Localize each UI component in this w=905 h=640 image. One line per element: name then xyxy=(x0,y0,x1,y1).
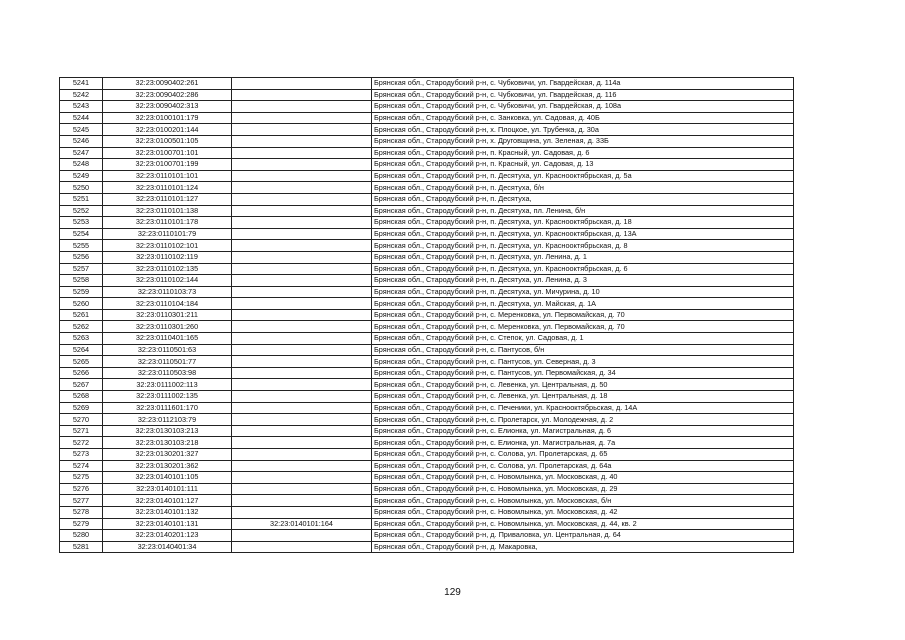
table-row xyxy=(60,159,794,171)
address-cell: Брянская обл., Стародубский р-н, п. Десятуха, ул. Краснооктябрьская, д. 8 xyxy=(372,240,794,252)
row-number-cell: 5247 xyxy=(60,147,103,159)
address-cell: Брянская обл., Стародубский р-н, х. Плоцкое, ул. Трубенка, д. 30а xyxy=(372,124,794,136)
table-row xyxy=(60,170,794,182)
row-number-cell: 5249 xyxy=(60,170,103,182)
related-cadastral-number-cell xyxy=(232,449,372,461)
related-cadastral-number-cell xyxy=(232,541,372,553)
table-row xyxy=(60,518,794,530)
table-row xyxy=(60,356,794,368)
table-row xyxy=(60,240,794,252)
row-number-cell: 5270 xyxy=(60,414,103,426)
table-row xyxy=(60,228,794,240)
registry-table-body xyxy=(60,78,794,553)
related-cadastral-number-cell xyxy=(232,170,372,182)
table-row xyxy=(60,193,794,205)
related-cadastral-number-cell xyxy=(232,205,372,217)
row-number-cell: 5277 xyxy=(60,495,103,507)
row-number-cell: 5263 xyxy=(60,333,103,345)
address-cell: Брянская обл., Стародубский р-н, с. Чубковичи, ул. Гвардейская, д. 116 xyxy=(372,89,794,101)
address-cell: Брянская обл., Стародубский р-н, д. Макаровка, xyxy=(372,541,794,553)
related-cadastral-number-cell xyxy=(232,124,372,136)
address-cell: Брянская обл., Стародубский р-н, с. Занковка, ул. Садовая, д. 40Б xyxy=(372,112,794,124)
cadastral-number-cell: 32:23:0110101:138 xyxy=(103,205,232,217)
related-cadastral-number-cell xyxy=(232,240,372,252)
related-cadastral-number-cell xyxy=(232,495,372,507)
row-number-cell: 5244 xyxy=(60,112,103,124)
related-cadastral-number-cell xyxy=(232,217,372,229)
row-number-cell: 5267 xyxy=(60,379,103,391)
row-number-cell: 5272 xyxy=(60,437,103,449)
cadastral-number-cell: 32:23:0110101:178 xyxy=(103,217,232,229)
cadastral-number-cell: 32:23:0110102:119 xyxy=(103,251,232,263)
cadastral-number-cell: 32:23:0100701:199 xyxy=(103,159,232,171)
row-number-cell: 5242 xyxy=(60,89,103,101)
address-cell: Брянская обл., Стародубский р-н, с. Левенка, ул. Центральная, д. 50 xyxy=(372,379,794,391)
related-cadastral-number-cell xyxy=(232,425,372,437)
cadastral-number-cell: 32:23:0100101:179 xyxy=(103,112,232,124)
row-number-cell: 5248 xyxy=(60,159,103,171)
table-row xyxy=(60,425,794,437)
row-number-cell: 5253 xyxy=(60,217,103,229)
related-cadastral-number-cell xyxy=(232,251,372,263)
row-number-cell: 5271 xyxy=(60,425,103,437)
address-cell: Брянская обл., Стародубский р-н, с. Чубковичи, ул. Гвардейская, д. 114а xyxy=(372,78,794,90)
row-number-cell: 5265 xyxy=(60,356,103,368)
row-number-cell: 5264 xyxy=(60,344,103,356)
cadastral-number-cell: 32:23:0140101:131 xyxy=(103,518,232,530)
related-cadastral-number-cell xyxy=(232,344,372,356)
related-cadastral-number-cell xyxy=(232,367,372,379)
cadastral-number-cell: 32:23:0140101:111 xyxy=(103,483,232,495)
related-cadastral-number-cell xyxy=(232,275,372,287)
address-cell: Брянская обл., Стародубский р-н, с. Новомлынка, ул. Московская, д. 29 xyxy=(372,483,794,495)
table-row xyxy=(60,506,794,518)
table-row xyxy=(60,379,794,391)
address-cell: Брянская обл., Стародубский р-н, с. Новомлынка, ул. Московская, б/н xyxy=(372,495,794,507)
related-cadastral-number-cell xyxy=(232,333,372,345)
related-cadastral-number-cell xyxy=(232,530,372,542)
address-cell: Брянская обл., Стародубский р-н, п. Десятуха, пл. Ленина, б/н xyxy=(372,205,794,217)
related-cadastral-number-cell xyxy=(232,78,372,90)
table-row xyxy=(60,251,794,263)
row-number-cell: 5269 xyxy=(60,402,103,414)
cadastral-number-cell: 32:23:0140101:105 xyxy=(103,472,232,484)
row-number-cell: 5255 xyxy=(60,240,103,252)
table-row xyxy=(60,89,794,101)
table-row xyxy=(60,402,794,414)
row-number-cell: 5252 xyxy=(60,205,103,217)
address-cell: Брянская обл., Стародубский р-н, п. Десятуха, ул. Краснооктябрьская, д. 13А xyxy=(372,228,794,240)
cadastral-number-cell: 32:23:0130103:218 xyxy=(103,437,232,449)
cadastral-number-cell: 32:23:0130103:213 xyxy=(103,425,232,437)
cadastral-number-cell: 32:23:0140101:132 xyxy=(103,506,232,518)
row-number-cell: 5266 xyxy=(60,367,103,379)
address-cell: Брянская обл., Стародубский р-н, п. Десятуха, xyxy=(372,193,794,205)
table-row xyxy=(60,391,794,403)
address-cell: Брянская обл., Стародубский р-н, с. Елионка, ул. Магистральная, д. 7а xyxy=(372,437,794,449)
cadastral-number-cell: 32:23:0111002:135 xyxy=(103,391,232,403)
cadastral-number-cell: 32:23:0140201:123 xyxy=(103,530,232,542)
address-cell: Брянская обл., Стародубский р-н, с. Солова, ул. Пролетарская, д. 64а xyxy=(372,460,794,472)
table-row xyxy=(60,495,794,507)
related-cadastral-number-cell xyxy=(232,506,372,518)
related-cadastral-number-cell xyxy=(232,182,372,194)
address-cell: Брянская обл., Стародубский р-н, п. Десятуха, ул. Краснооктябрьская, д. 5а xyxy=(372,170,794,182)
row-number-cell: 5245 xyxy=(60,124,103,136)
cadastral-number-cell: 32:23:0110501:77 xyxy=(103,356,232,368)
table-row xyxy=(60,78,794,90)
address-cell: Брянская обл., Стародубский р-н, п. Десятуха, ул. Краснооктябрьская, д. 18 xyxy=(372,217,794,229)
cadastral-number-cell: 32:23:0112103:79 xyxy=(103,414,232,426)
cadastral-number-cell: 32:23:0110503:98 xyxy=(103,367,232,379)
table-row xyxy=(60,530,794,542)
related-cadastral-number-cell xyxy=(232,135,372,147)
related-cadastral-number-cell xyxy=(232,228,372,240)
address-cell: Брянская обл., Стародубский р-н, с. Елионка, ул. Магистральная, д. 6 xyxy=(372,425,794,437)
cadastral-number-cell: 32:23:0100201:144 xyxy=(103,124,232,136)
row-number-cell: 5250 xyxy=(60,182,103,194)
table-row xyxy=(60,263,794,275)
row-number-cell: 5280 xyxy=(60,530,103,542)
table-row xyxy=(60,483,794,495)
address-cell: Брянская обл., Стародубский р-н, п. Красный, ул. Садовая, д. 13 xyxy=(372,159,794,171)
row-number-cell: 5273 xyxy=(60,449,103,461)
address-cell: Брянская обл., Стародубский р-н, х. Друговщина, ул. Зеленая, д. 33Б xyxy=(372,135,794,147)
address-cell: Брянская обл., Стародубский р-н, п. Десятуха, ул. Майская, д. 1А xyxy=(372,298,794,310)
table-row xyxy=(60,414,794,426)
related-cadastral-number-cell xyxy=(232,414,372,426)
cadastral-number-cell: 32:23:0140401:34 xyxy=(103,541,232,553)
table-row xyxy=(60,460,794,472)
address-cell: Брянская обл., Стародубский р-н, п. Красный, ул. Садовая, д. 6 xyxy=(372,147,794,159)
row-number-cell: 5258 xyxy=(60,275,103,287)
table-row xyxy=(60,298,794,310)
cadastral-number-cell: 32:23:0111601:170 xyxy=(103,402,232,414)
cadastral-number-cell: 32:23:0110501:63 xyxy=(103,344,232,356)
row-number-cell: 5278 xyxy=(60,506,103,518)
address-cell: Брянская обл., Стародубский р-н, п. Десятуха, ул. Краснооктябрьская, д. 6 xyxy=(372,263,794,275)
cadastral-number-cell: 32:23:0110101:124 xyxy=(103,182,232,194)
address-cell: Брянская обл., Стародубский р-н, с. Меренковка, ул. Первомайская, д. 70 xyxy=(372,321,794,333)
cadastral-number-cell: 32:23:0090402:313 xyxy=(103,101,232,113)
address-cell: Брянская обл., Стародубский р-н, п. Десятуха, б/н xyxy=(372,182,794,194)
related-cadastral-number-cell xyxy=(232,159,372,171)
related-cadastral-number-cell xyxy=(232,298,372,310)
related-cadastral-number-cell: 32:23:0140101:164 xyxy=(232,518,372,530)
cadastral-number-cell: 32:23:0110101:127 xyxy=(103,193,232,205)
table-row xyxy=(60,472,794,484)
table-row xyxy=(60,321,794,333)
related-cadastral-number-cell xyxy=(232,112,372,124)
row-number-cell: 5243 xyxy=(60,101,103,113)
cadastral-number-cell: 32:23:0100701:101 xyxy=(103,147,232,159)
address-cell: Брянская обл., Стародубский р-н, д. Приваловка, ул. Центральная, д. 64 xyxy=(372,530,794,542)
related-cadastral-number-cell xyxy=(232,472,372,484)
row-number-cell: 5281 xyxy=(60,541,103,553)
cadastral-number-cell: 32:23:0090402:261 xyxy=(103,78,232,90)
table-row xyxy=(60,217,794,229)
row-number-cell: 5259 xyxy=(60,286,103,298)
cadastral-number-cell: 32:23:0110401:165 xyxy=(103,333,232,345)
row-number-cell: 5256 xyxy=(60,251,103,263)
row-number-cell: 5261 xyxy=(60,309,103,321)
address-cell: Брянская обл., Стародубский р-н, с. Чубковичи, ул. Гвардейская, д. 108а xyxy=(372,101,794,113)
table-row xyxy=(60,367,794,379)
cadastral-number-cell: 32:23:0110102:144 xyxy=(103,275,232,287)
related-cadastral-number-cell xyxy=(232,379,372,391)
address-cell: Брянская обл., Стародубский р-н, п. Десятуха, ул. Ленина, д. 3 xyxy=(372,275,794,287)
related-cadastral-number-cell xyxy=(232,402,372,414)
row-number-cell: 5246 xyxy=(60,135,103,147)
address-cell: Брянская обл., Стародубский р-н, с. Печеники, ул. Краснооктябрьская, д. 14А xyxy=(372,402,794,414)
cadastral-number-cell: 32:23:0110103:73 xyxy=(103,286,232,298)
table-row xyxy=(60,205,794,217)
page-number: 129 xyxy=(444,587,461,598)
row-number-cell: 5260 xyxy=(60,298,103,310)
address-cell: Брянская обл., Стародубский р-н, с. Степок, ул. Садовая, д. 1 xyxy=(372,333,794,345)
row-number-cell: 5274 xyxy=(60,460,103,472)
cadastral-number-cell: 32:23:0130201:327 xyxy=(103,449,232,461)
cadastral-number-cell: 32:23:0130201:362 xyxy=(103,460,232,472)
related-cadastral-number-cell xyxy=(232,286,372,298)
cadastral-number-cell: 32:23:0110104:184 xyxy=(103,298,232,310)
address-cell: Брянская обл., Стародубский р-н, с. Меренковка, ул. Первомайская, д. 70 xyxy=(372,309,794,321)
address-cell: Брянская обл., Стародубский р-н, с. Новомлынка, ул. Московская, д. 42 xyxy=(372,506,794,518)
table-row xyxy=(60,437,794,449)
related-cadastral-number-cell xyxy=(232,437,372,449)
row-number-cell: 5276 xyxy=(60,483,103,495)
row-number-cell: 5257 xyxy=(60,263,103,275)
related-cadastral-number-cell xyxy=(232,483,372,495)
cadastral-number-cell: 32:23:0110101:101 xyxy=(103,170,232,182)
cadastral-number-cell: 32:23:0100501:105 xyxy=(103,135,232,147)
address-cell: Брянская обл., Стародубский р-н, с. Новомлынка, ул. Московская, д. 44, кв. 2 xyxy=(372,518,794,530)
table-row xyxy=(60,124,794,136)
row-number-cell: 5262 xyxy=(60,321,103,333)
cadastral-number-cell: 32:23:0140101:127 xyxy=(103,495,232,507)
related-cadastral-number-cell xyxy=(232,263,372,275)
row-number-cell: 5279 xyxy=(60,518,103,530)
related-cadastral-number-cell xyxy=(232,356,372,368)
address-cell: Брянская обл., Стародубский р-н, с. Пантусов, б/н xyxy=(372,344,794,356)
table-row xyxy=(60,182,794,194)
table-row xyxy=(60,286,794,298)
table-row xyxy=(60,112,794,124)
table-row xyxy=(60,275,794,287)
related-cadastral-number-cell xyxy=(232,101,372,113)
related-cadastral-number-cell xyxy=(232,460,372,472)
table-row xyxy=(60,147,794,159)
table-row xyxy=(60,101,794,113)
row-number-cell: 5254 xyxy=(60,228,103,240)
table-row xyxy=(60,135,794,147)
cadastral-number-cell: 32:23:0111002:113 xyxy=(103,379,232,391)
related-cadastral-number-cell xyxy=(232,391,372,403)
address-cell: Брянская обл., Стародубский р-н, с. Левенка, ул. Центральная, д. 18 xyxy=(372,391,794,403)
row-number-cell: 5251 xyxy=(60,193,103,205)
cadastral-number-cell: 32:23:0090402:286 xyxy=(103,89,232,101)
address-cell: Брянская обл., Стародубский р-н, с. Новомлынка, ул. Московская, д. 40 xyxy=(372,472,794,484)
table-row xyxy=(60,344,794,356)
cadastral-number-cell: 32:23:0110301:211 xyxy=(103,309,232,321)
related-cadastral-number-cell xyxy=(232,89,372,101)
row-number-cell: 5268 xyxy=(60,391,103,403)
cadastral-number-cell: 32:23:0110301:260 xyxy=(103,321,232,333)
cadastral-number-cell: 32:23:0110101:79 xyxy=(103,228,232,240)
row-number-cell: 5241 xyxy=(60,78,103,90)
related-cadastral-number-cell xyxy=(232,193,372,205)
table-row xyxy=(60,333,794,345)
table-row xyxy=(60,541,794,553)
table-row xyxy=(60,309,794,321)
address-cell: Брянская обл., Стародубский р-н, п. Десятуха, ул. Ленина, д. 1 xyxy=(372,251,794,263)
registry-table xyxy=(59,77,794,553)
row-number-cell: 5275 xyxy=(60,472,103,484)
address-cell: Брянская обл., Стародубский р-н, п. Десятуха, ул. Мичурина, д. 10 xyxy=(372,286,794,298)
related-cadastral-number-cell xyxy=(232,147,372,159)
cadastral-number-cell: 32:23:0110102:135 xyxy=(103,263,232,275)
cadastral-number-cell: 32:23:0110102:101 xyxy=(103,240,232,252)
address-cell: Брянская обл., Стародубский р-н, с. Пантусов, ул. Первомайская, д. 34 xyxy=(372,367,794,379)
address-cell: Брянская обл., Стародубский р-н, с. Пролетарск, ул. Молодежная, д. 2 xyxy=(372,414,794,426)
address-cell: Брянская обл., Стародубский р-н, с. Пантусов, ул. Северная, д. 3 xyxy=(372,356,794,368)
related-cadastral-number-cell xyxy=(232,309,372,321)
related-cadastral-number-cell xyxy=(232,321,372,333)
table-row xyxy=(60,449,794,461)
address-cell: Брянская обл., Стародубский р-н, с. Солова, ул. Пролетарская, д. 65 xyxy=(372,449,794,461)
